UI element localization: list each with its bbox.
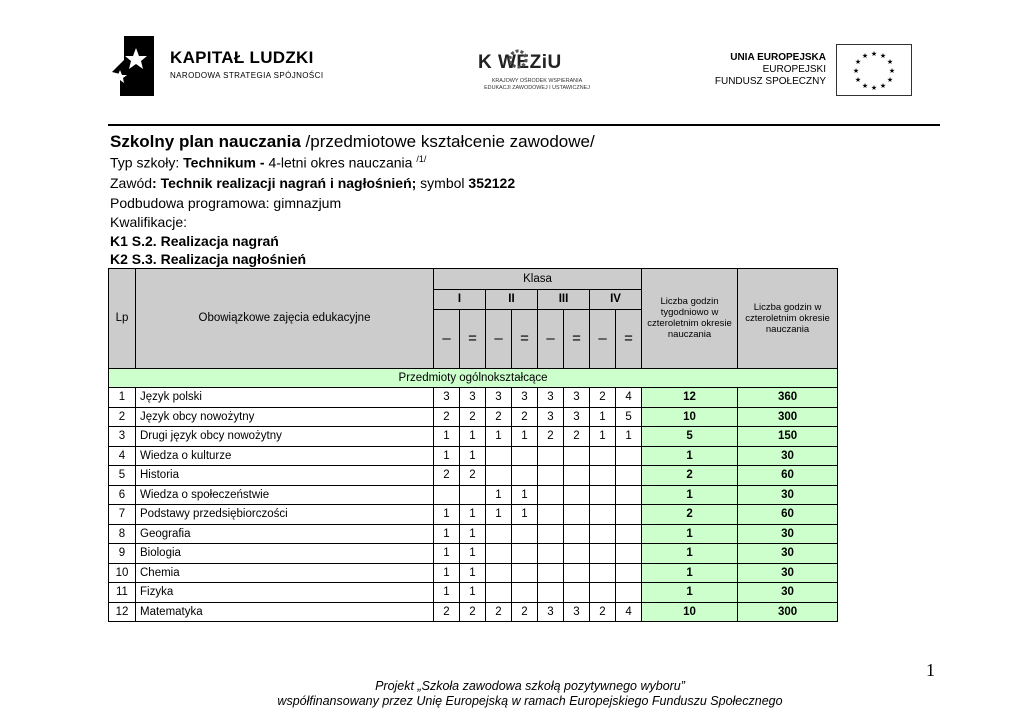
row-hours: 2 [564,427,590,447]
row-hours: 3 [434,388,460,408]
row-total-hours: 150 [738,427,838,447]
row-hours: 2 [434,466,460,486]
row-total-hours: 30 [738,485,838,505]
header-semester: = [564,309,590,368]
table-row [109,602,838,622]
row-hours: 1 [512,505,538,525]
row-hours: 1 [460,524,486,544]
row-hours [564,505,590,525]
footer-line2: współfinansowany przez Unię Europejską w ramach Europejskiego Funduszu Społecznego [277,694,783,708]
header-lp: Lp [109,269,136,369]
row-hours [486,563,512,583]
profession-line [110,175,515,191]
header-row-1 [109,269,838,290]
row-lp: 1 [109,388,136,408]
row-subject: Geografia [136,524,434,544]
page-title-bold: Szkolny plan nauczania [110,132,301,151]
row-hours [538,505,564,525]
row-hours: 1 [590,407,616,427]
table-row [109,388,838,408]
row-lp: 4 [109,446,136,466]
row-hours: 2 [512,407,538,427]
row-hours: 3 [460,388,486,408]
row-weekly-total: 1 [642,485,738,505]
row-subject: Podstawy przedsiębiorczości [136,505,434,525]
page-title-rest: /przedmiotowe kształcenie zawodowe/ [300,132,595,151]
row-hours: 3 [564,407,590,427]
page-number: 1 [926,660,935,680]
row-lp: 9 [109,544,136,564]
row-total-hours: 60 [738,505,838,525]
row-hours: 2 [486,407,512,427]
row-weekly-total: 5 [642,427,738,447]
row-hours: 2 [460,602,486,622]
row-lp: 3 [109,427,136,447]
table-row [109,446,838,466]
svg-text:★: ★ [888,67,896,75]
row-hours: 2 [590,388,616,408]
row-hours [486,524,512,544]
row-weekly-total: 1 [642,544,738,564]
row-hours: 1 [460,544,486,564]
row-hours [486,466,512,486]
row-hours [486,544,512,564]
row-hours: 1 [434,544,460,564]
row-hours: 3 [564,602,590,622]
header-total: Liczba godzin w czteroletnim okresie nauczania [738,269,838,369]
row-subject: Język polski [136,388,434,408]
row-hours [434,485,460,505]
page-title [110,132,595,152]
profession-symbol: 352122 [468,175,516,191]
kapital-ludzki-logo [110,34,340,100]
row-hours: 2 [590,602,616,622]
qualification-k1: K1 S.2. Realizacja nagrań [110,233,279,249]
row-lp: 11 [109,583,136,603]
row-hours: 2 [486,602,512,622]
table-row [109,583,838,603]
row-hours: 1 [460,427,486,447]
row-subject: Matematyka [136,602,434,622]
eu-line3: FUNDUSZ SPOŁECZNY [714,76,826,87]
row-hours: 3 [564,388,590,408]
school-type-label: Typ szkoły: [110,154,184,171]
svg-text:★: ★ [870,84,878,92]
koweziu-subtitle: KRAJOWY OŚRODEK WSPIERANIA EDUKACJI ZAWODOWEJ I USTAWICZNEJ [484,78,590,91]
row-hours: 1 [434,427,460,447]
row-hours [538,446,564,466]
row-weekly-total: 10 [642,602,738,622]
row-hours [512,466,538,486]
row-hours: 1 [486,505,512,525]
koweziu-logo [478,40,598,100]
row-hours: 1 [434,505,460,525]
row-lp: 8 [109,524,136,544]
row-hours: 1 [460,505,486,525]
row-hours [590,446,616,466]
profession-label: Zawód [110,175,153,191]
school-type-value: Technikum - [183,154,265,171]
row-hours [486,583,512,603]
koweziu-logo-icon [505,46,531,72]
header-class-II: II [486,290,538,310]
row-hours: 3 [538,407,564,427]
header-semester: = [460,309,486,368]
row-hours [590,524,616,544]
row-hours [616,446,642,466]
row-total-hours: 30 [738,524,838,544]
row-hours [590,485,616,505]
row-hours [512,563,538,583]
row-hours [512,544,538,564]
row-hours [564,466,590,486]
header-weekly: Liczba godzin tygodniowo w czteroletnim okresie nauczania [642,269,738,369]
table-row [109,524,838,544]
row-lp: 2 [109,407,136,427]
row-hours: 1 [460,446,486,466]
row-hours [590,583,616,603]
koweziu-title: K WEZiU [478,52,562,73]
header-semester: = [616,309,642,368]
row-hours [616,485,642,505]
section-row-general [109,368,838,388]
row-total-hours: 300 [738,407,838,427]
row-hours [590,563,616,583]
school-type-footnote: /1/ [416,154,427,164]
row-lp: 5 [109,466,136,486]
row-hours: 1 [434,563,460,583]
kapital-ludzki-title: KAPITAŁ LUDZKI [170,48,314,67]
table-body [109,388,838,622]
row-hours: 2 [460,407,486,427]
row-weekly-total: 2 [642,466,738,486]
profession-value: : Technik realizacji nagrań i nagłośnień; [152,175,417,191]
row-subject: Biologia [136,544,434,564]
row-subject: Drugi język obcy nowożytny [136,427,434,447]
table-row [109,407,838,427]
row-hours [538,485,564,505]
qualification-k2: K2 S.3. Realizacja nagłośnień [110,251,307,267]
header-semester: – [486,309,512,368]
row-hours [564,485,590,505]
row-hours: 1 [616,427,642,447]
header-subjects: Obowiązkowe zajęcia edukacyjne [136,269,434,369]
row-hours [512,446,538,466]
row-lp: 10 [109,563,136,583]
section-general-label: Przedmioty ogólnokształcące [109,368,838,388]
row-weekly-total: 1 [642,563,738,583]
svg-text:★: ★ [861,52,869,60]
row-hours [590,505,616,525]
svg-text:★: ★ [886,58,894,66]
row-hours [460,485,486,505]
header-semester: – [538,309,564,368]
row-hours [564,544,590,564]
row-total-hours: 30 [738,446,838,466]
row-hours: 3 [538,388,564,408]
row-hours: 4 [616,602,642,622]
row-total-hours: 300 [738,602,838,622]
row-lp: 7 [109,505,136,525]
row-hours: 1 [434,446,460,466]
row-hours [538,544,564,564]
row-hours [616,466,642,486]
row-hours [512,524,538,544]
row-hours [564,583,590,603]
row-total-hours: 60 [738,466,838,486]
row-hours: 1 [434,583,460,603]
row-weekly-total: 1 [642,524,738,544]
row-subject: Fizyka [136,583,434,603]
program-base-line: Podbudowa programowa: gimnazjum [110,195,342,211]
row-subject: Historia [136,466,434,486]
eu-line1: UNIA EUROPEJSKA [730,52,826,63]
row-hours: 3 [538,602,564,622]
row-hours: 2 [512,602,538,622]
school-type-rest: 4-letni okres nauczania [264,154,417,171]
row-total-hours: 30 [738,563,838,583]
row-subject: Chemia [136,563,434,583]
row-hours [538,524,564,544]
row-hours [616,544,642,564]
table-row [109,485,838,505]
row-hours [590,544,616,564]
row-hours: 4 [616,388,642,408]
row-hours: 1 [434,524,460,544]
svg-text:★: ★ [879,52,887,60]
svg-text:★: ★ [886,76,894,84]
qualifications-label: Kwalifikacje: [110,214,188,230]
row-hours [590,466,616,486]
row-hours [564,446,590,466]
eu-flag-icon [836,44,912,96]
header-class-IV: IV [590,290,642,310]
row-hours: 2 [434,407,460,427]
profession-symbol-label: symbol [416,175,469,191]
row-hours: 1 [486,485,512,505]
row-hours: 2 [538,427,564,447]
header-semester: – [434,309,460,368]
row-hours [538,563,564,583]
row-total-hours: 30 [738,544,838,564]
svg-text:★: ★ [852,67,860,75]
row-total-hours: 30 [738,583,838,603]
row-hours [486,446,512,466]
header-class-I: I [434,290,486,310]
row-subject: Język obcy nowożytny [136,407,434,427]
table-row [109,544,838,564]
row-weekly-total: 12 [642,388,738,408]
svg-text:★: ★ [854,58,862,66]
svg-text:★: ★ [879,82,887,90]
table-row [109,466,838,486]
row-hours [616,524,642,544]
kapital-ludzki-logo-icon [110,34,156,98]
row-hours [616,583,642,603]
row-weekly-total: 2 [642,505,738,525]
row-weekly-total: 10 [642,407,738,427]
row-lp: 6 [109,485,136,505]
row-hours [564,563,590,583]
row-hours [616,505,642,525]
row-hours: 1 [486,427,512,447]
row-hours: 1 [512,427,538,447]
table-row [109,505,838,525]
row-weekly-total: 1 [642,446,738,466]
eu-line2: EUROPEJSKI [762,64,826,75]
row-lp: 12 [109,602,136,622]
row-subject: Wiedza o społeczeństwie [136,485,434,505]
row-hours: 3 [486,388,512,408]
row-hours: 1 [512,485,538,505]
row-weekly-total: 1 [642,583,738,603]
row-hours: 2 [434,602,460,622]
row-hours [538,466,564,486]
row-hours: 2 [460,466,486,486]
school-type-line [110,154,426,171]
header-class-III: III [538,290,590,310]
row-hours [616,563,642,583]
row-hours: 1 [460,583,486,603]
row-hours: 1 [590,427,616,447]
row-hours [538,583,564,603]
svg-text:★: ★ [854,76,862,84]
row-hours [564,524,590,544]
row-hours [512,583,538,603]
kapital-ludzki-subtitle: NARODOWA STRATEGIA SPÓJNOŚCI [170,71,324,80]
header-divider [108,124,940,126]
row-hours: 3 [512,388,538,408]
header-semester: = [512,309,538,368]
row-total-hours: 360 [738,388,838,408]
svg-text:★: ★ [861,82,869,90]
eu-logo [712,44,912,96]
eu-text [715,52,826,88]
curriculum-table [108,268,838,622]
table-row [109,563,838,583]
footer-line1: Projekt „Szkoła zawodowa szkołą pozytywnego wyboru” [375,679,685,693]
svg-text:★: ★ [870,50,878,58]
row-subject: Wiedza o kulturze [136,446,434,466]
header-klasa: Klasa [434,269,642,290]
table-row [109,427,838,447]
row-hours: 5 [616,407,642,427]
row-hours: 1 [460,563,486,583]
header-semester: – [590,309,616,368]
